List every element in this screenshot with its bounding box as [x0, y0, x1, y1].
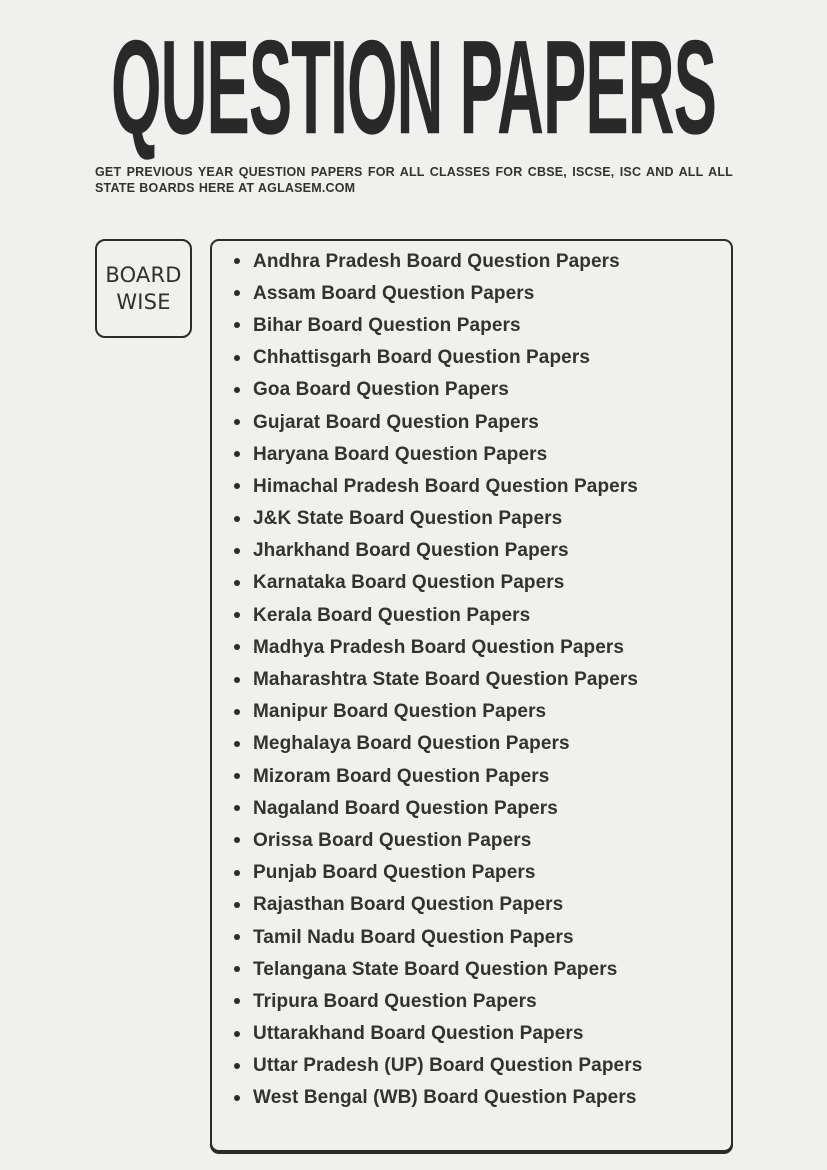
list-item-label: Orissa Board Question Papers [253, 829, 532, 851]
list-item-label: Manipur Board Question Papers [253, 701, 547, 723]
bullet-icon [234, 741, 240, 747]
list-item-label: Jharkhand Board Question Papers [253, 540, 569, 562]
list-item[interactable] [234, 374, 713, 406]
list-item-label: West Bengal (WB) Board Question Papers [253, 1087, 637, 1109]
bullet-icon [234, 773, 240, 779]
bullet-icon [234, 419, 240, 425]
list-item[interactable] [234, 696, 713, 728]
list-item-label: Karnataka Board Question Papers [253, 572, 565, 594]
bullet-icon [234, 1063, 240, 1069]
list-item-label: Haryana Board Question Papers [253, 443, 548, 465]
list-item-label: Telangana State Board Question Papers [253, 958, 618, 980]
list-item[interactable] [234, 342, 713, 374]
page-title: QUESTION PAPERS [110, 11, 716, 163]
bullet-icon [234, 580, 240, 586]
bullet-icon [234, 998, 240, 1004]
page-header [0, 11, 827, 163]
bullet-icon [234, 1095, 240, 1101]
list-item-label: Nagaland Board Question Papers [253, 797, 558, 819]
list-item[interactable] [234, 599, 713, 631]
list-item[interactable] [234, 277, 713, 309]
list-item-label: Maharashtra State Board Question Papers [253, 669, 639, 691]
list-item[interactable] [234, 631, 713, 663]
list-item-label: Mizoram Board Question Papers [253, 765, 550, 787]
list-item[interactable] [234, 728, 713, 760]
list-item-label: Tamil Nadu Board Question Papers [253, 926, 574, 948]
list-item[interactable] [234, 470, 713, 502]
list-item[interactable] [234, 1082, 713, 1114]
bullet-icon [234, 677, 240, 683]
list-item[interactable] [234, 953, 713, 985]
page-subtitle: GET PREVIOUS YEAR QUESTION PAPERS FOR ALL CLASSES FOR CBSE, ISCSE, ISC AND ALL ALL STATE BOARDS HERE AT AGLASEM.COM [95, 165, 733, 195]
list-item-label: J&K State Board Question Papers [253, 508, 563, 530]
list-item-label: Uttar Pradesh (UP) Board Question Papers [253, 1055, 643, 1077]
list-item-label: Punjab Board Question Papers [253, 862, 536, 884]
list-item[interactable] [234, 857, 713, 889]
bullet-icon [234, 805, 240, 811]
list-item[interactable] [234, 309, 713, 341]
bullet-icon [234, 322, 240, 328]
bullet-icon [234, 612, 240, 618]
list-item-label: Kerala Board Question Papers [253, 604, 531, 626]
list-item-label: Assam Board Question Papers [253, 282, 535, 304]
board-wise-label: BOARD WISE [105, 262, 182, 314]
bullet-icon [234, 290, 240, 296]
list-item[interactable] [234, 760, 713, 792]
bullet-icon [234, 387, 240, 393]
bullet-icon [234, 451, 240, 457]
bullet-icon [234, 548, 240, 554]
list-item[interactable] [234, 663, 713, 695]
list-item[interactable] [234, 1018, 713, 1050]
bullet-icon [234, 709, 240, 715]
bullet-icon [234, 483, 240, 489]
list-item-label: Himachal Pradesh Board Question Papers [253, 475, 638, 497]
list-item[interactable] [234, 1050, 713, 1082]
bullet-icon [234, 902, 240, 908]
bullet-icon [234, 934, 240, 940]
list-item-label: Bihar Board Question Papers [253, 314, 521, 336]
bullet-icon [234, 516, 240, 522]
list-item-label: Goa Board Question Papers [253, 379, 509, 401]
bullet-icon [234, 1031, 240, 1037]
list-item[interactable] [234, 438, 713, 470]
list-item[interactable] [234, 567, 713, 599]
bullet-icon [234, 644, 240, 650]
bullet-icon [234, 355, 240, 361]
list-item-label: Chhattisgarh Board Question Papers [253, 347, 591, 369]
bullet-icon [234, 837, 240, 843]
list-item[interactable] [234, 503, 713, 535]
list-item[interactable] [234, 792, 713, 824]
list-item-label: Madhya Pradesh Board Question Papers [253, 636, 625, 658]
list-item-label: Meghalaya Board Question Papers [253, 733, 570, 755]
list-item[interactable] [234, 535, 713, 567]
bullet-icon [234, 966, 240, 972]
list-item-label: Gujarat Board Question Papers [253, 411, 539, 433]
list-item[interactable] [234, 406, 713, 438]
list-item[interactable] [234, 245, 713, 277]
list-item-label: Uttarakhand Board Question Papers [253, 1023, 584, 1045]
list-item[interactable] [234, 824, 713, 856]
board-list-panel [210, 239, 733, 1152]
list-item-label: Andhra Pradesh Board Question Papers [253, 250, 620, 272]
bullet-icon [234, 258, 240, 264]
bullet-icon [234, 870, 240, 876]
list-item[interactable] [234, 889, 713, 921]
board-list [234, 245, 713, 1114]
list-item-label: Rajasthan Board Question Papers [253, 894, 564, 916]
list-item[interactable] [234, 985, 713, 1017]
board-wise-tab[interactable] [95, 239, 192, 338]
list-item-label: Tripura Board Question Papers [253, 990, 537, 1012]
list-item[interactable] [234, 921, 713, 953]
